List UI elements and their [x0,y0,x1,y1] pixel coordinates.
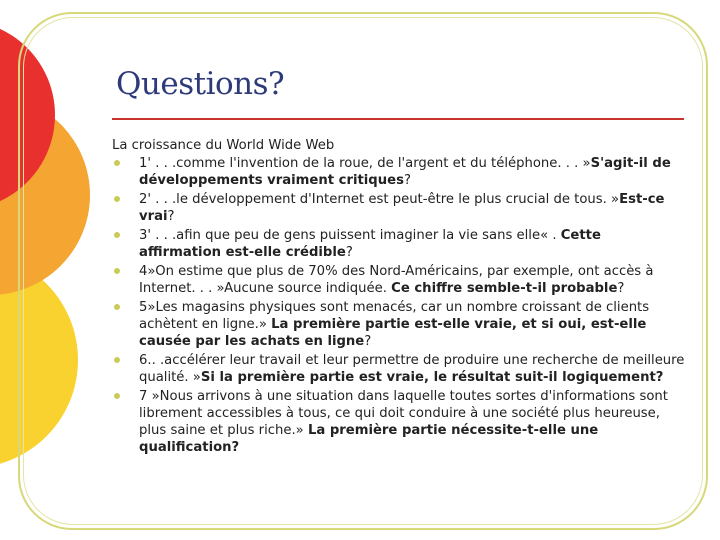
list-item [112,191,687,225]
item-end: ? [364,334,372,349]
slide-content [112,137,687,458]
list-item [112,299,687,350]
item-text: 6.. .accélérer leur travail et leur permettre de produire une recherche de meilleure qualité. » [139,353,685,385]
bullet-list [112,155,687,456]
item-question: Cette affirmation est-elle crédible [139,228,601,260]
item-end: ? [167,209,175,224]
item-question: La première partie est-elle vraie, et si oui, est-elle causée par les achats en ligne [139,317,647,349]
item-question: Est-ce vrai [139,192,665,224]
item-end: ? [345,245,353,260]
bullet-icon [114,393,120,399]
bullet-icon [114,196,120,202]
list-item [112,155,687,189]
item-text: 1' . . .comme l'invention de la roue, de l'argent et du téléphone. . . » [139,156,591,171]
item-question: S'agit-il de développements vraiment critiques [139,156,671,188]
slide-title: Questions? [116,66,285,102]
item-text: 3' . . .afin que peu de gens puissent imaginer la vie sans elle« . [139,228,561,243]
item-end: ? [403,173,411,188]
item-text: 7 »Nous arrivons à une situation dans laquelle toutes sortes d'informations sont librement accessibles à tous, ce qui doit conduire à une société plus heureuse, plus saine et plus riche.» [139,389,668,438]
item-text: 5»Les magasins physiques sont menacés, car un nombre croissant de clients achètent en ligne.» [139,300,650,332]
list-item [112,263,687,297]
intro-line: La croissance du World Wide Web [112,138,335,153]
item-question: Ce chiffre semble-t-il probable [391,281,618,296]
bullet-icon [114,160,120,166]
item-text: 2' . . .le développement d'Internet est peut-être le plus crucial de tous. » [139,192,620,207]
list-item [112,227,687,261]
list-item [112,388,687,456]
item-question: La première partie nécessite-t-elle une qualification? [139,423,599,455]
bullet-icon [114,232,120,238]
item-text: 4»On estime que plus de 70% des Nord-Américains, par exemple, ont accès à Internet. . . »Aucune source indiquée. [139,264,654,296]
bullet-icon [114,268,120,274]
title-underline [112,118,684,120]
list-item [112,352,687,386]
item-end: ? [617,281,625,296]
bullet-icon [114,357,120,363]
bullet-icon [114,304,120,310]
item-question: Si la première partie est vraie, le résultat suit-il logiquement? [200,370,664,385]
